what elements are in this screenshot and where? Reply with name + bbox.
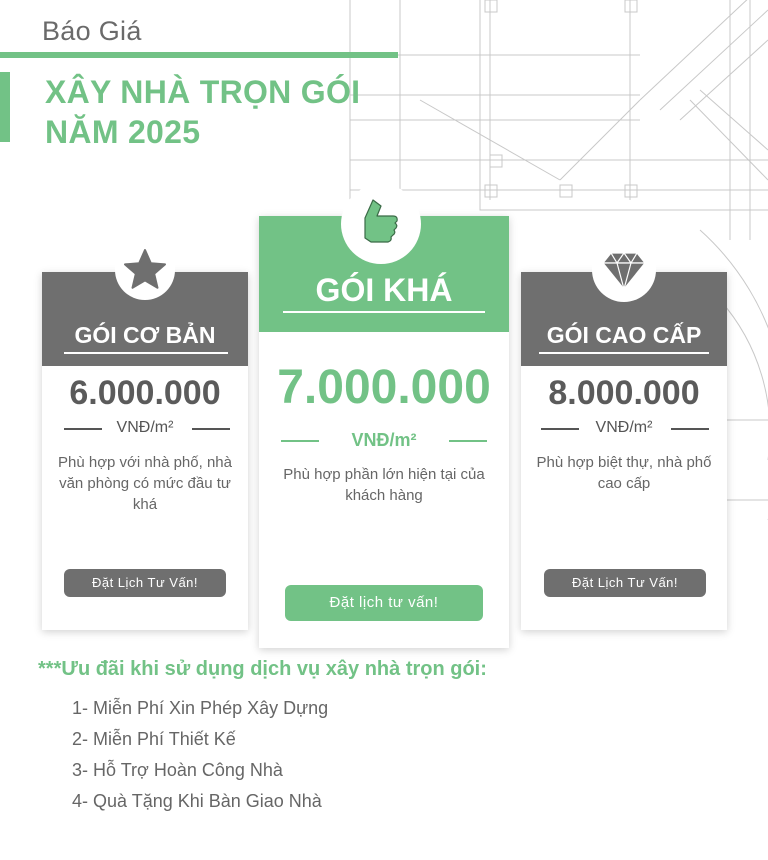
offers-list (72, 696, 328, 820)
package-name-underline (283, 311, 485, 313)
page-title-line-1: XÂY NHÀ TRỌN GÓI (45, 74, 361, 110)
package-name: GÓI CƠ BẢN (74, 322, 216, 348)
offer-item: 1- Miễn Phí Xin Phép Xây Dựng (72, 698, 329, 718)
book-consultation-button[interactable]: Đặt Lịch Tư Vấn! (64, 569, 226, 597)
header-divider (0, 52, 398, 58)
package-description: Phù hợp với nhà phố, nhà văn phòng có mức đầu tư khá (58, 454, 232, 513)
unit-divider-right (192, 428, 230, 430)
package-card-premium (521, 272, 727, 630)
price-unit-row (42, 418, 248, 438)
package-name: GÓI CAO CẤP (546, 322, 702, 348)
offer-item: 3- Hỗ Trợ Hoàn Công Nhà (72, 760, 283, 780)
page-title-line-2: NĂM 2025 (45, 114, 201, 150)
package-description: Phù hợp phần lớn hiện tại của khách hàng (283, 466, 485, 504)
package-name: GÓI KHÁ (315, 272, 453, 308)
package-description: Phù hợp biệt thự, nhà phố cao cấp (536, 454, 712, 492)
offer-item: 2- Miễn Phí Thiết Kế (72, 729, 236, 749)
price-unit: VNĐ/m² (116, 419, 174, 436)
package-card-standard (259, 216, 509, 648)
star-icon (122, 247, 168, 293)
price-unit: VNĐ/m² (351, 430, 417, 450)
package-badge (115, 240, 175, 300)
package-price: 8.000.000 (548, 374, 700, 412)
package-price: 6.000.000 (69, 374, 221, 412)
thumbs-up-icon (351, 194, 411, 254)
price-unit: VNĐ/m² (595, 419, 653, 436)
unit-divider-right (671, 428, 709, 430)
diamond-icon (599, 245, 649, 295)
package-card-basic (42, 272, 248, 630)
header-accent-bar (0, 72, 10, 142)
book-consultation-button[interactable]: Đặt lịch tư vấn! (285, 585, 483, 621)
offer-item: 4- Quà Tặng Khi Bàn Giao Nhà (72, 791, 322, 811)
package-name-underline (64, 352, 228, 354)
page-title (45, 72, 360, 152)
price-unit-row (521, 418, 727, 438)
package-price: 7.000.000 (277, 361, 491, 414)
package-name-underline (539, 352, 709, 354)
offers-title: ***Ưu đãi khi sử dụng dịch vụ xây nhà trọn gói: (38, 658, 487, 680)
unit-divider-right (449, 440, 487, 442)
header-pretitle: Báo Giá (42, 16, 142, 46)
package-badge (592, 238, 656, 302)
package-badge (341, 184, 421, 264)
book-consultation-button[interactable]: Đặt Lịch Tư Vấn! (544, 569, 706, 597)
price-unit-row (259, 430, 509, 450)
